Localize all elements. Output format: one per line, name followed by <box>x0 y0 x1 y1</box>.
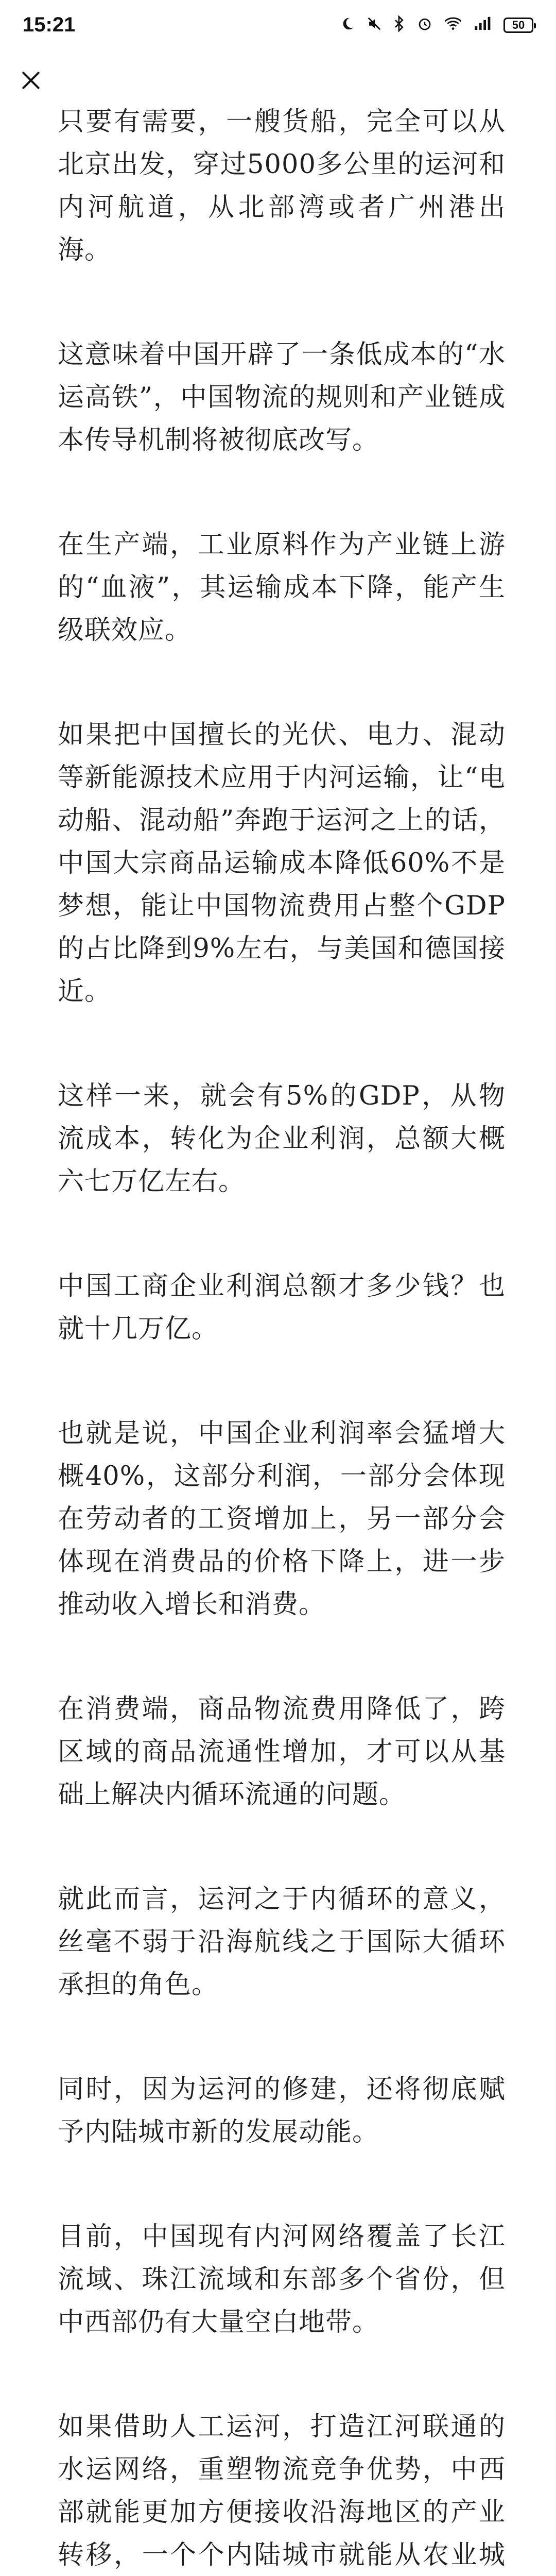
status-icons <box>340 15 533 35</box>
bluetooth-icon <box>393 15 406 35</box>
article-paragraph: 只要有需要，一艘货船，完全可以从北京出发，穿过5000多公里的运河和内河航道，从北部湾或者广州港出海。 <box>58 107 506 265</box>
crescent-moon-icon <box>340 16 355 35</box>
article-paragraph: 在生产端，工业原料作为产业链上游的“血液”，其运输成本下降，能产生级联效应。 <box>58 530 506 646</box>
article-paragraph: 如果借助人工运河，打造江河联通的水运网络，重塑物流竞争优势，中西部就能更加方便接收沿海地区的产业转移，一个个内陆城市就能从农业城 <box>58 2412 506 2570</box>
article-paragraph: 目前，中国现有内河网络覆盖了长江流域、珠江流域和东部多个省份，但中西部仍有大量空白地带。 <box>58 2222 506 2337</box>
battery-icon: 50 <box>503 18 533 33</box>
signal-icon <box>474 16 492 35</box>
article-paragraph: 也就是说，中国企业利润率会猛增大概40%，这部分利润，一部分会体现在劳动者的工资增加上，另一部分会体现在消费品的价格下降上，进一步推动收入增长和消费。 <box>58 1418 506 1620</box>
alarm-icon <box>417 16 432 35</box>
close-button[interactable] <box>12 62 49 99</box>
article-paragraph: 这意味着中国开辟了一条低成本的“水运高铁”，中国物流的规则和产业链成本传导机制将被彻底改写。 <box>58 340 506 455</box>
article-paragraph: 如果把中国擅长的光伏、电力、混动等新能源技术应用于内河运输，让“电动船、混动船”奔跑于运河之上的话，中国大宗商品运输成本降低60%不是梦想，能让中国物流费用占整个GDP的占比降到9%左右，与美国和德国接近。 <box>58 720 506 1007</box>
article-paragraph: 就此而言，运河之于内循环的意义，丝毫不弱于沿海航线之于国际大循环承担的角色。 <box>58 1884 506 2000</box>
status-bar <box>0 0 556 49</box>
wifi-icon <box>444 16 462 35</box>
article-body <box>58 100 506 2576</box>
close-icon <box>20 69 42 92</box>
mute-icon <box>367 16 382 35</box>
article-paragraph: 在消费端，商品物流费用降低了，跨区域的商品流通性增加，才可以从基础上解决内循环流通的问题。 <box>58 1694 506 1810</box>
article-paragraph: 同时，因为运河的修建，还将彻底赋予内陆城市新的发展动能。 <box>58 2074 506 2147</box>
article-paragraph: 这样一来，就会有5%的GDP，从物流成本，转化为企业利润，总额大概六七万亿左右。 <box>58 1081 506 1197</box>
article-paragraph: 中国工商企业利润总额才多少钱？也就十几万亿。 <box>58 1271 506 1344</box>
status-time: 15:21 <box>23 13 76 36</box>
